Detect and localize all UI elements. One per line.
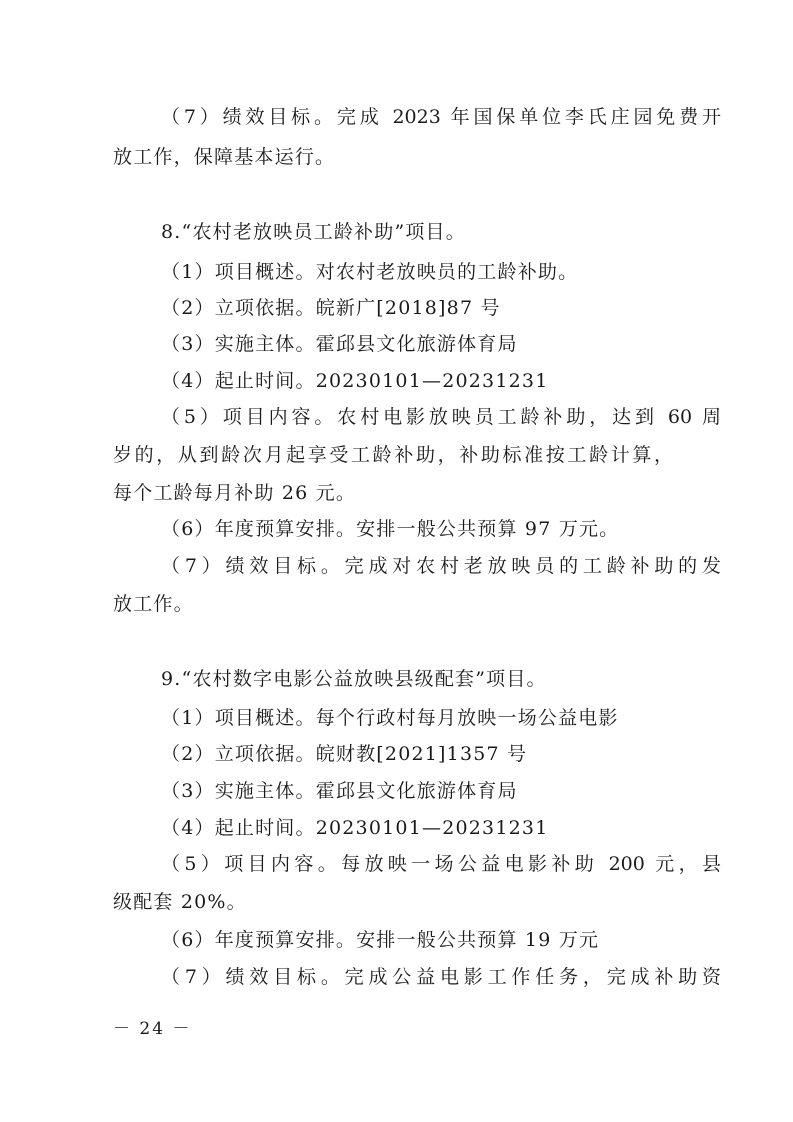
paragraph-line: （1）项目概述。对农村老放映员的工龄补助。 — [161, 261, 579, 283]
page-number: － 24 － — [113, 1019, 192, 1039]
paragraph-line: （7）绩效目标。完成对农村老放映员的工龄补助的发 — [161, 555, 721, 577]
paragraph-line: （6）年度预算安排。安排一般公共预算 97 万元。 — [161, 518, 620, 540]
section-heading: 8.“农村老放映员工龄补助”项目。 — [161, 221, 466, 243]
paragraph-line: （2）立项依据。皖新广[2018]87 号 — [161, 297, 501, 319]
paragraph-line: （7）绩效目标。完成公益电影工作任务，完成补助资 — [161, 966, 721, 988]
paragraph-line: （3）实施主体。霍邱县文化旅游体育局 — [161, 333, 518, 355]
paragraph-line: （5）项目内容。农村电影放映员工龄补助，达到 60 周 — [161, 406, 721, 428]
paragraph-line: （3）实施主体。霍邱县文化旅游体育局 — [161, 780, 518, 802]
paragraph-line: （7）绩效目标。完成 2023 年国保单位李氏庄园免费开 — [161, 106, 721, 128]
paragraph-line: 放工作。 — [113, 593, 194, 615]
paragraph-line: 放工作，保障基本运行。 — [113, 146, 336, 168]
paragraph-line: 每个工龄每月补助 26 元。 — [113, 482, 357, 504]
paragraph-line: （2）立项依据。皖财教[2021]1357 号 — [161, 743, 528, 765]
paragraph-line: （6）年度预算安排。安排一般公共预算 19 万元 — [161, 929, 600, 951]
paragraph-line: （4）起止时间。20230101—20231231 — [161, 370, 549, 392]
section-heading: 9.“农村数字电影公益放映县级配套”项目。 — [161, 668, 547, 690]
paragraph-line: （4）起止时间。20230101—20231231 — [161, 817, 549, 839]
paragraph-line: （5）项目内容。每放映一场公益电影补助 200 元，县 — [161, 853, 721, 875]
paragraph-line: 岁的，从到龄次月起享受工龄补助，补助标准按工龄计算， — [113, 444, 673, 466]
paragraph-line: 级配套 20%。 — [113, 891, 247, 913]
paragraph-line: （1）项目概述。每个行政村每月放映一场公益电影 — [161, 707, 619, 729]
